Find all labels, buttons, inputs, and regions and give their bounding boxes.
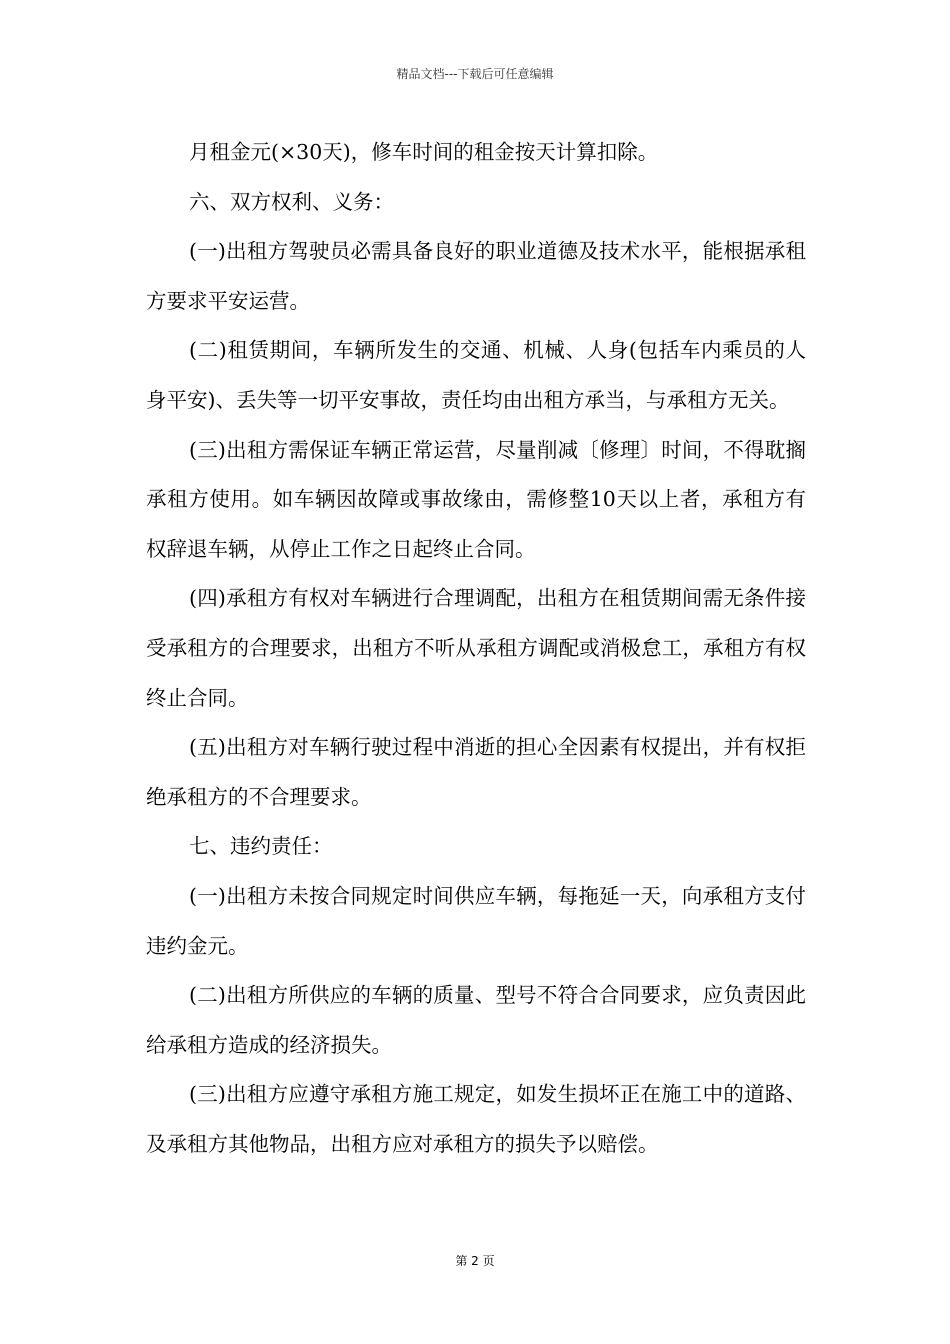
paragraph-driver-requirements: (一)出租方驾驶员必需具备良好的职业道德及技术水平，能根据承租方要求平安运营。 [146,239,806,313]
paragraph-vehicle-quality: (二)出租方所供应的车辆的质量、型号不符合合同要求，应负责因此给承租方造成的经济损失。 [146,983,806,1057]
paragraph-late-delivery-penalty: (一)出租方未按合同规定时间供应车辆，每拖延一天，向承租方支付违约金元。 [146,883,806,958]
paragraph-rent-calculation: 月租金元(×30天)，修车时间的租金按天计算扣除。 [189,140,659,164]
paragraph-accident-liability: (二)租赁期间，车辆所发生的交通、机械、人身(包括车内乘员的人身平安)、丢失等一切平安事故，责任均由出租方承当，与承租方无关。 [146,338,806,412]
page-header: 精品文档---下载后可任意编辑 [396,67,554,81]
paragraph-safety-concerns: (五)出租方对车辆行驶过程中消逝的担心全因素有权提出，并有权拒绝承租方的不合理要求。 [146,735,806,809]
paragraph-construction-damage: (三)出租方应遵守承租方施工规定，如发生损坏正在施工中的道路、及承租方其他物品，出租方应对承租方的损失予以赔偿。 [146,1082,806,1156]
section-heading-rights-obligations: 六、双方权利、义务： [189,189,394,214]
paragraph-vehicle-maintenance: (三)出租方需保证车辆正常运营，尽量削减〔修理〕时间，不得耽搁承租方使用。如车辆因故障或事故缘由，需修整10天以上者，承租方有权辞退车辆，从停止工作之日起终止合同。 [146,437,806,561]
section-heading-breach-liability: 七、违约责任： [189,834,333,859]
page-number: 第 2 页 [455,1254,495,1268]
document-body [146,128,806,1169]
paragraph-vehicle-dispatch: (四)承租方有权对车辆进行合理调配，出租方在租赁期间需无条件接受承租方的合理要求，出租方不听从承租方调配或消极怠工，承租方有权终止合同。 [146,586,806,710]
